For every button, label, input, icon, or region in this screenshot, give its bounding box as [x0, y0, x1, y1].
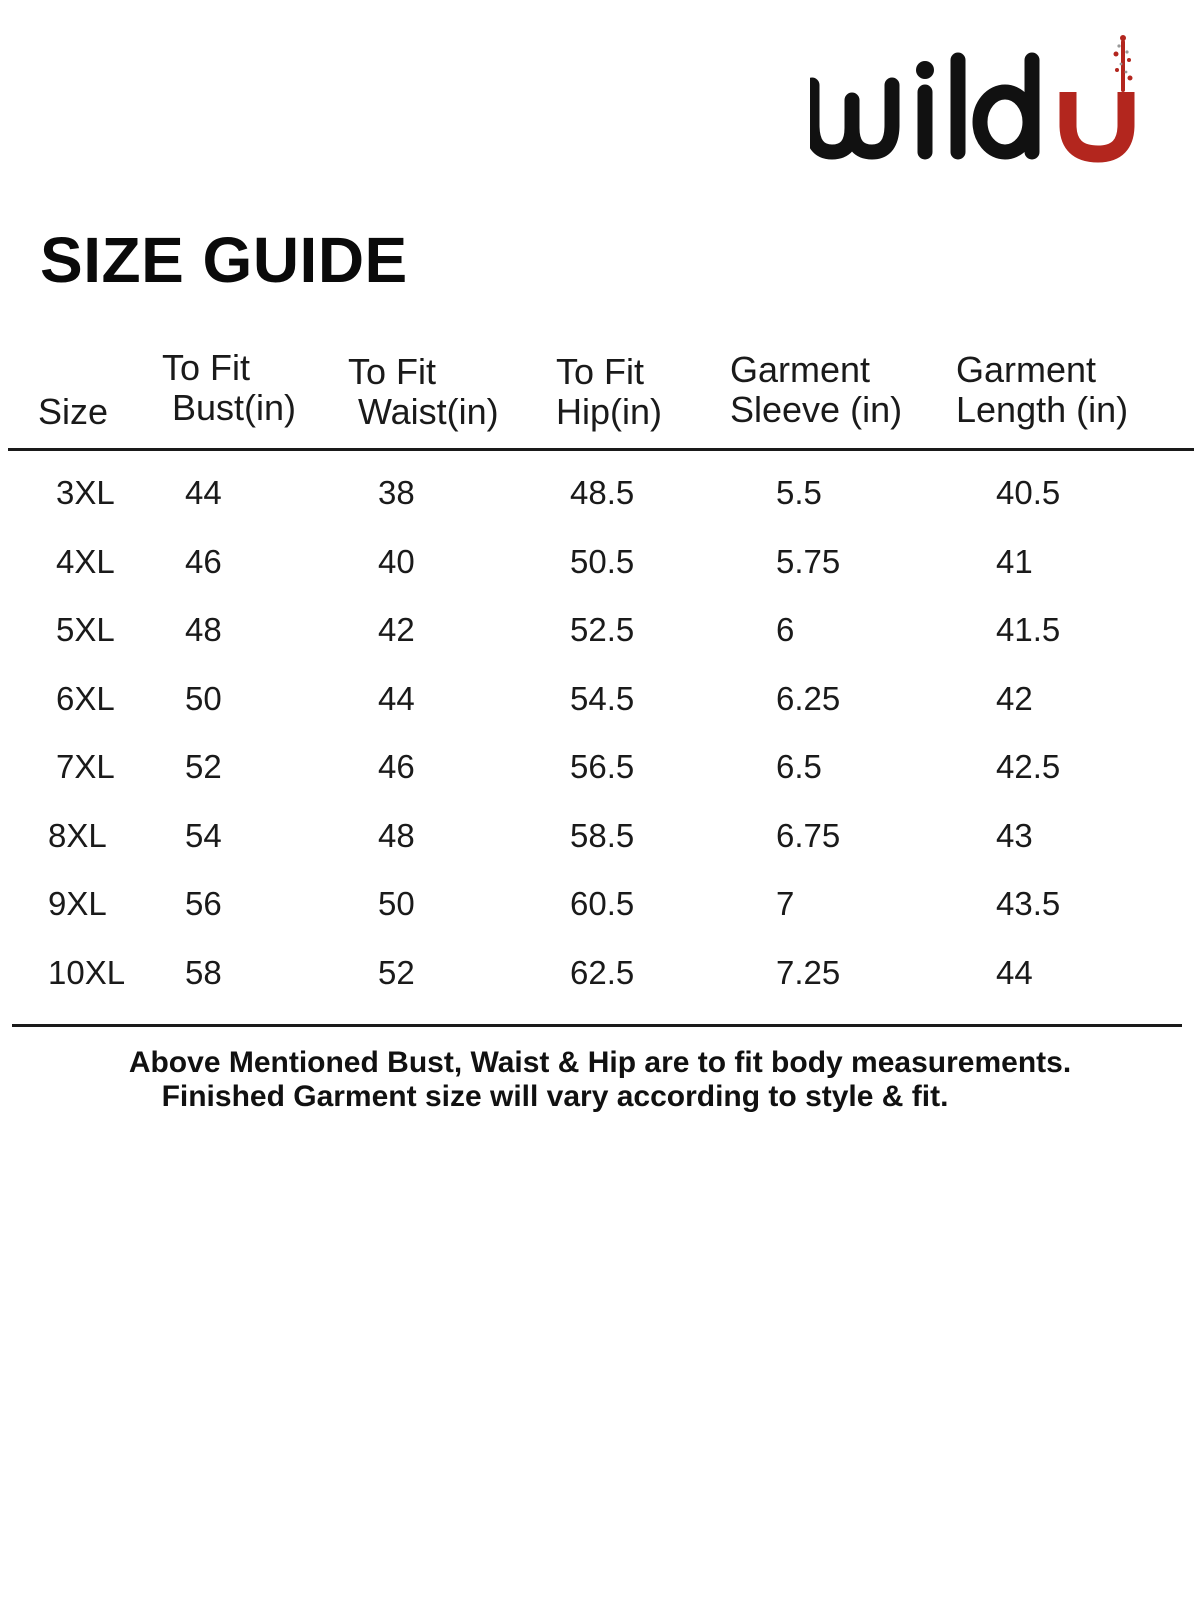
cell-size: 10XL: [48, 953, 126, 991]
cell-hip: 58.5: [570, 816, 635, 854]
page-title: SIZE GUIDE: [40, 224, 408, 296]
header-waist: To Fit Waist(in): [348, 351, 499, 432]
cell-sleeve: 6.75: [776, 816, 841, 854]
cell-length: 43.5: [996, 885, 1061, 922]
brand-logo: [810, 30, 1180, 170]
cell-bust: 46: [185, 542, 222, 580]
cell-sleeve: 7.25: [776, 953, 841, 991]
cell-hip: 48.5: [570, 474, 635, 511]
cell-sleeve: 6: [776, 611, 795, 648]
cell-sleeve: 5.5: [776, 474, 822, 511]
cell-bust: 54: [185, 816, 222, 854]
header-size: Size: [38, 391, 109, 432]
cell-bust: 58: [185, 953, 222, 991]
cell-sleeve: 5.75: [776, 542, 841, 580]
cell-size: 9XL: [48, 885, 107, 922]
cell-size: 5XL: [56, 611, 115, 648]
cell-length: 44: [996, 953, 1033, 991]
cell-waist: 46: [378, 748, 415, 785]
table-row: [8, 939, 1194, 1010]
table-row: [8, 870, 1194, 941]
cell-length: 41: [996, 542, 1033, 580]
cell-sleeve: 6.5: [776, 748, 822, 785]
cell-length: 42.5: [996, 748, 1061, 785]
cell-bust: 48: [185, 611, 222, 648]
cell-waist: 48: [378, 816, 415, 854]
cell-length: 40.5: [996, 474, 1061, 511]
footnote: [0, 1046, 1200, 1114]
cell-length: 43: [996, 816, 1033, 854]
cell-length: 41.5: [996, 611, 1061, 648]
cell-bust: 50: [185, 679, 222, 717]
wild-u-logo-icon: [810, 30, 1180, 170]
cell-waist: 44: [378, 679, 415, 717]
cell-size: 4XL: [56, 542, 115, 580]
cell-sleeve: 7: [776, 885, 795, 922]
cell-bust: 44: [185, 474, 222, 511]
size-table: [8, 347, 1194, 1026]
cell-bust: 56: [185, 885, 222, 922]
cell-hip: 56.5: [570, 748, 635, 785]
table-bottom-rule: [12, 1024, 1182, 1027]
footnote-line-1: Above Mentioned Bust, Waist & Hip are to fit body measurements.: [128, 1046, 1072, 1079]
table-row: [8, 459, 1194, 530]
cell-hip: 62.5: [570, 953, 635, 991]
cell-waist: 42: [378, 611, 415, 648]
cell-sleeve: 6.25: [776, 679, 841, 717]
table-row: [8, 665, 1194, 736]
cell-size: 8XL: [48, 816, 107, 854]
table-row: [8, 802, 1194, 873]
cell-hip: 54.5: [570, 679, 635, 717]
cell-waist: 52: [378, 953, 415, 991]
table-row: [8, 596, 1194, 667]
header-sleeve: Garment Sleeve (in): [730, 349, 903, 430]
header-length: Garment Length (in): [956, 349, 1129, 430]
cell-size: 3XL: [56, 474, 115, 511]
cell-waist: 38: [378, 474, 415, 511]
cell-length: 42: [996, 679, 1033, 717]
table-header: [8, 347, 1194, 451]
table-row: [8, 733, 1194, 804]
cell-size: 7XL: [56, 748, 115, 785]
table-body: [8, 451, 1194, 1026]
cell-bust: 52: [185, 748, 222, 785]
footnote-line-2: Finished Garment size will vary according to style & fit.: [161, 1080, 949, 1113]
cell-waist: 50: [378, 885, 415, 922]
header-bust: To Fit Bust(in): [162, 347, 297, 428]
table-row: [8, 528, 1194, 599]
cell-hip: 52.5: [570, 611, 635, 648]
cell-size: 6XL: [56, 679, 115, 717]
header-hip: To Fit Hip(in): [556, 351, 663, 432]
cell-waist: 40: [378, 542, 415, 580]
cell-hip: 50.5: [570, 542, 635, 580]
cell-hip: 60.5: [570, 885, 635, 922]
